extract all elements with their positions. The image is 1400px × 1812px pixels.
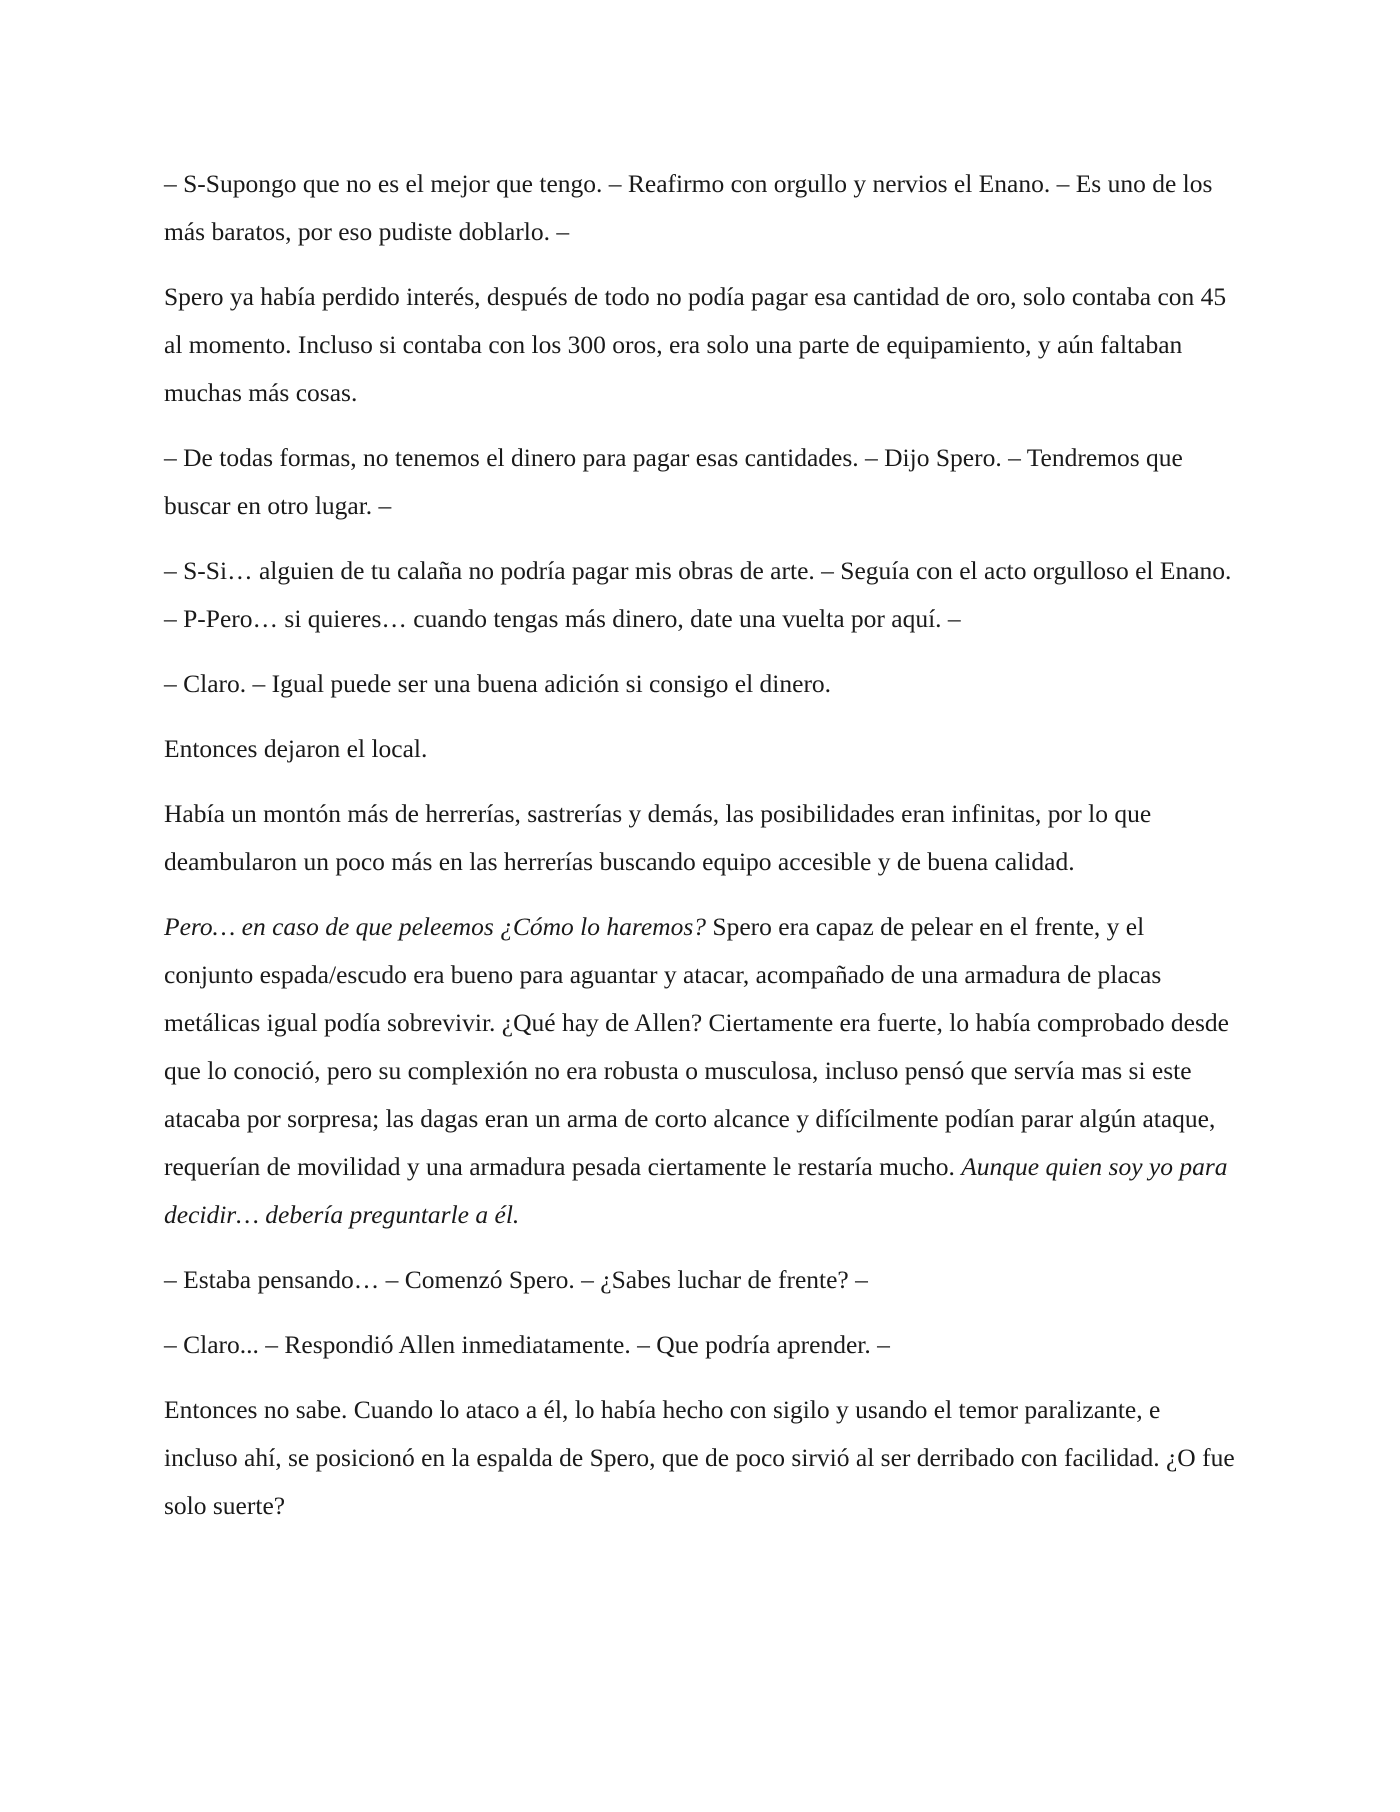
paragraph-9	[164, 1256, 1236, 1304]
paragraph-5	[164, 660, 1236, 708]
italic-thought: Pero… en caso de que peleemos ¿Cómo lo haremos?	[164, 912, 707, 941]
paragraph-3	[164, 434, 1236, 530]
text-run: – De todas formas, no tenemos el dinero para pagar esas cantidades. – Dijo Spero. – Tendremos que buscar en otro lugar. –	[164, 443, 1183, 520]
paragraph-2	[164, 273, 1236, 417]
text-run: – S-Si… alguien de tu calaña no podría pagar mis obras de arte. – Seguía con el acto orgulloso el Enano. – P-Pero… si quieres… cuando tengas más dinero, date una vuelta por aquí. –	[164, 556, 1232, 633]
text-run: – Estaba pensando… – Comenzó Spero. – ¿Sabes luchar de frente? –	[164, 1265, 868, 1294]
text-run: Había un montón más de herrerías, sastrerías y demás, las posibilidades eran infinitas, por lo que deambularon un poco más en las herrerías buscando equipo accesible y de buena calidad.	[164, 799, 1152, 876]
paragraph-1	[164, 160, 1236, 256]
body-text	[164, 160, 1236, 1547]
italic-thought: Aunque quien soy yo para decidir… debería preguntarle a él.	[164, 1152, 1228, 1229]
text-run: Entonces no sabe. Cuando lo ataco a él, lo había hecho con sigilo y usando el temor paralizante, e incluso ahí, se posicionó en la espalda de Spero, que de poco sirvió al ser derribado con facilidad. ¿O fue solo suerte?	[164, 1395, 1235, 1520]
paragraph-11	[164, 1386, 1236, 1530]
paragraph-6	[164, 725, 1236, 773]
text-run: Spero ya había perdido interés, después de todo no podía pagar esa cantidad de oro, solo contaba con 45 al momento. Incluso si contaba con los 300 oros, era solo una parte de equipamiento, y aún faltaban muchas más cosas.	[164, 282, 1227, 407]
text-run: Spero era capaz de pelear en el frente, y el conjunto espada/escudo era bueno para aguantar y atacar, acompañado de una armadura de placas metálicas igual podía sobrevivir. ¿Qué hay de Allen? Ciertamente era fuerte, lo había comprobado desde que lo conoció, pero su complexión no era robusta o musculosa, incluso pensó que servía mas si este atacaba por sorpresa; las dagas eran un arma de corto alcance y difícilmente podían parar algún ataque, requerían de movilidad y una armadura pesada ciertamente le restaría mucho.	[164, 912, 1229, 1181]
paragraph-8	[164, 903, 1236, 1239]
text-run: – Claro... – Respondió Allen inmediatamente. – Que podría aprender. –	[164, 1330, 890, 1359]
paragraph-10	[164, 1321, 1236, 1369]
text-run: – S-Supongo que no es el mejor que tengo. – Reafirmo con orgullo y nervios el Enano. – Es uno de los más baratos, por eso pudiste doblarlo. –	[164, 169, 1213, 246]
paragraph-7	[164, 790, 1236, 886]
paragraph-4	[164, 547, 1236, 643]
text-run: – Claro. – Igual puede ser una buena adición si consigo el dinero.	[164, 669, 832, 698]
text-run: Entonces dejaron el local.	[164, 734, 428, 763]
